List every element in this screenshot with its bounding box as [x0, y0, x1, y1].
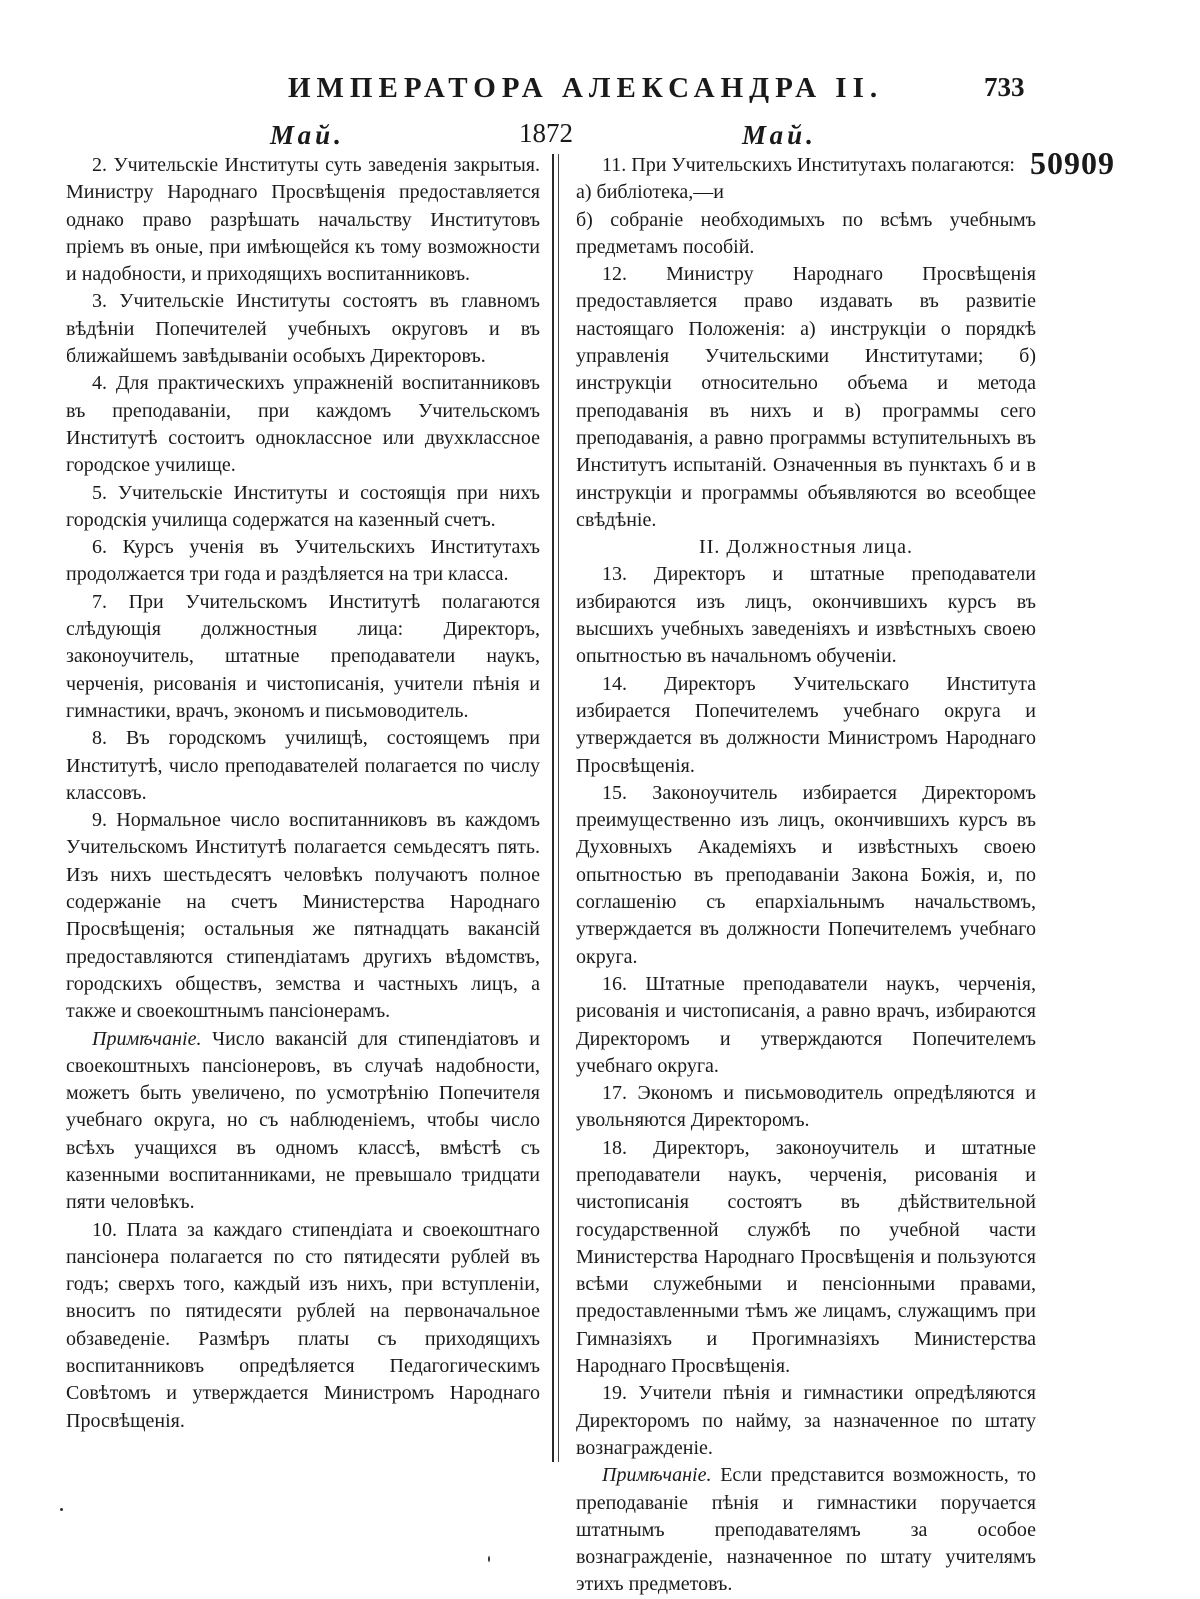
paragraph-2: 2. Учительскіе Институты суть заведенія закрытыя. Министру Народнаго Просвѣщенія предоставляется однако право разрѣшать начальству Институтовъ пріемъ въ оные, при имѣющейся къ тому возможности и надобности, и приходящихъ воспитанниковъ.	[66, 154, 540, 286]
note-label: Примѣчаніе.	[92, 1027, 202, 1050]
paragraph-19: 19. Учители пѣнія и гимнастики опредѣляются Директоромъ по найму, за назначенное по штату вознагражденіе.	[576, 1382, 1036, 1459]
note-paragraph-9	[66, 1026, 540, 1217]
paragraph-11-item-a: а) библіотека,—и	[576, 181, 724, 204]
running-head-title: ИМПЕРАТОРА АЛЕКСАНДРА II.	[288, 72, 884, 104]
note-text: Число вакансій для стипендіатовъ и своекоштныхъ пансіонеровъ, въ случаѣ надобности, можетъ быть увеличено, по усмотрѣнію Попечителя учебнаго округа, но съ наблюденіемъ, чтобы число всѣхъ учащихся въ одномъ классѣ, вмѣстѣ съ казенными воспитанниками, не превышало тридцати пяти человѣкъ.	[66, 1027, 540, 1214]
paragraph-15: 15. Законоучитель избирается Директоромъ преимущественно изъ лицъ, окончившихъ курсъ въ Духовныхъ Академіяхъ и извѣстныхъ своею опытностью въ преподаваніи Закона Божія, и, по соглашенію съ епархіальнымъ начальствомъ, утверждается въ должности Попечителемъ учебнаго округа.	[576, 781, 1036, 968]
month-right: Май.	[742, 120, 817, 150]
section-heading: II. Должностныя лица.	[699, 536, 913, 559]
paragraph-7: 7. При Учительскомъ Институтѣ полагаются слѣдующія должностныя лица: Директоръ, законоучитель, штатные преподаватели наукъ, черченія, рисованія и чистописанія, учители пѣнія и гимнастики, врачъ, экономъ и письмоводитель.	[66, 590, 540, 722]
paragraph-12: 12. Министру Народнаго Просвѣщенія предоставляется право издавать въ развитіе настоящаго Положенія: а) инструкціи о порядкѣ управленія Учительскими Институтами; б) инструкціи относительно объема и метода преподаванія въ нихъ и в) программы сего преподаванія, а равно программы вступительныхъ въ Институтъ испытаній. Означенныя въ пунктахъ б и в инструкціи и программы объявляются во всеобщее свѣдѣніе.	[576, 263, 1036, 531]
year: 1872	[519, 118, 573, 148]
right-column	[576, 152, 1036, 1599]
column-divider-secondary	[558, 154, 560, 1462]
document-number: 50909	[1030, 145, 1115, 181]
page-number: 733	[984, 72, 1025, 102]
note-label: Примѣчаніе.	[602, 1464, 712, 1487]
month-left: Май.	[270, 120, 345, 150]
note-paragraph-19	[576, 1462, 1036, 1598]
paragraph-4: 4. Для практическихъ упражненій воспитанниковъ въ преподаваніи, при каждомъ Учительскомъ Институтѣ состоитъ одноклассное или двухклассное городское училище.	[66, 372, 540, 477]
paper-speck	[488, 1556, 490, 1562]
paragraph-11-item-b: б) собраніе необходимыхъ по всѣмъ учебнымъ предметамъ пособій.	[576, 208, 1036, 258]
note-text: Если представится возможность, то преподаваніе пѣнія и гимнастики поручается штатнымъ преподавателямъ за особое вознагражденіе, назначенное по штату учителямъ этихъ предметовъ.	[576, 1464, 1036, 1596]
paragraph-3: 3. Учительскіе Институты состоятъ въ главномъ вѣдѣніи Попечителей учебныхъ округовъ и въ ближайшемъ завѣдываніи особыхъ Директоровъ.	[66, 290, 540, 368]
paragraph-17: 17. Экономъ и письмоводитель опредѣляются и увольняются Директоромъ.	[576, 1082, 1036, 1132]
paragraph-10: 10. Плата за каждаго стипендіата и своекоштнаго пансіонера полагается по сто пятидесяти рублей въ годъ; сверхъ того, каждый изъ нихъ, при вступленіи, вноситъ по пятидесяти рублей на первоначальное обзаведеніе. Размѣръ платы съ приходящихъ воспитанниковъ опредѣляется Педагогическимъ Совѣтомъ и утверждается Министромъ Народнаго Просвѣщенія.	[66, 1218, 540, 1432]
paragraph-11-intro: 11. При Учительскихъ Институтахъ полагаются:	[602, 154, 1015, 176]
paragraph-8: 8. Въ городскомъ училищѣ, состоящемъ при Институтѣ, число преподавателей полагается по числу классовъ.	[66, 727, 540, 804]
paragraph-9: 9. Нормальное число воспитанниковъ въ каждомъ Учительскомъ Институтѣ полагается семьдесятъ пять. Изъ нихъ шестьдесятъ человѣкъ получаютъ полное содержаніе на счетъ Министерства Народнаго Просвѣщенія; остальныя же пятнадцать вакансій предоставляются стипендіатамъ другихъ вѣдомствъ, городскихъ обществъ, земства и частныхъ лицъ, а также и своекоштнымъ пансіонерамъ.	[66, 809, 540, 1023]
paragraph-5: 5. Учительскіе Институты и состоящія при нихъ городскія училища содержатся на казенный счетъ.	[66, 481, 540, 531]
paragraph-14: 14. Директоръ Учительскаго Института избирается Попечителемъ учебнаго округа и утверждается въ должности Министромъ Народнаго Просвѣщенія.	[576, 672, 1036, 777]
column-divider	[552, 154, 555, 1462]
paragraph-6: 6. Курсъ ученія въ Учительскихъ Институтахъ продолжается три года и раздѣляется на три класса.	[66, 536, 540, 586]
paragraph-13: 13. Директоръ и штатные преподаватели избираются изъ лицъ, окончившихъ курсъ въ высшихъ учебныхъ заведеніяхъ и извѣстныхъ своею опытностью въ начальномъ обученіи.	[576, 563, 1036, 668]
paper-speck	[60, 1508, 63, 1511]
paragraph-16: 16. Штатные преподаватели наукъ, черченія, рисованія и чистописанія, а равно врачъ, избираются Директоромъ и утверждаются Попечителемъ учебнаго округа.	[576, 972, 1036, 1077]
paragraph-18: 18. Директоръ, законоучитель и штатные преподаватели наукъ, черченія, рисованія и чистописанія состоятъ въ дѣйствительной государственной службѣ по учебной части Министерства Народнаго Просвѣщенія и пользуются всѣми служебными и пенсіонными правами, предоставленными тѣмъ же лицамъ, служащимъ при Гимназіяхъ и Прогимназіяхъ Министерства Народнаго Просвѣщенія.	[576, 1136, 1036, 1378]
left-column	[66, 152, 540, 1435]
